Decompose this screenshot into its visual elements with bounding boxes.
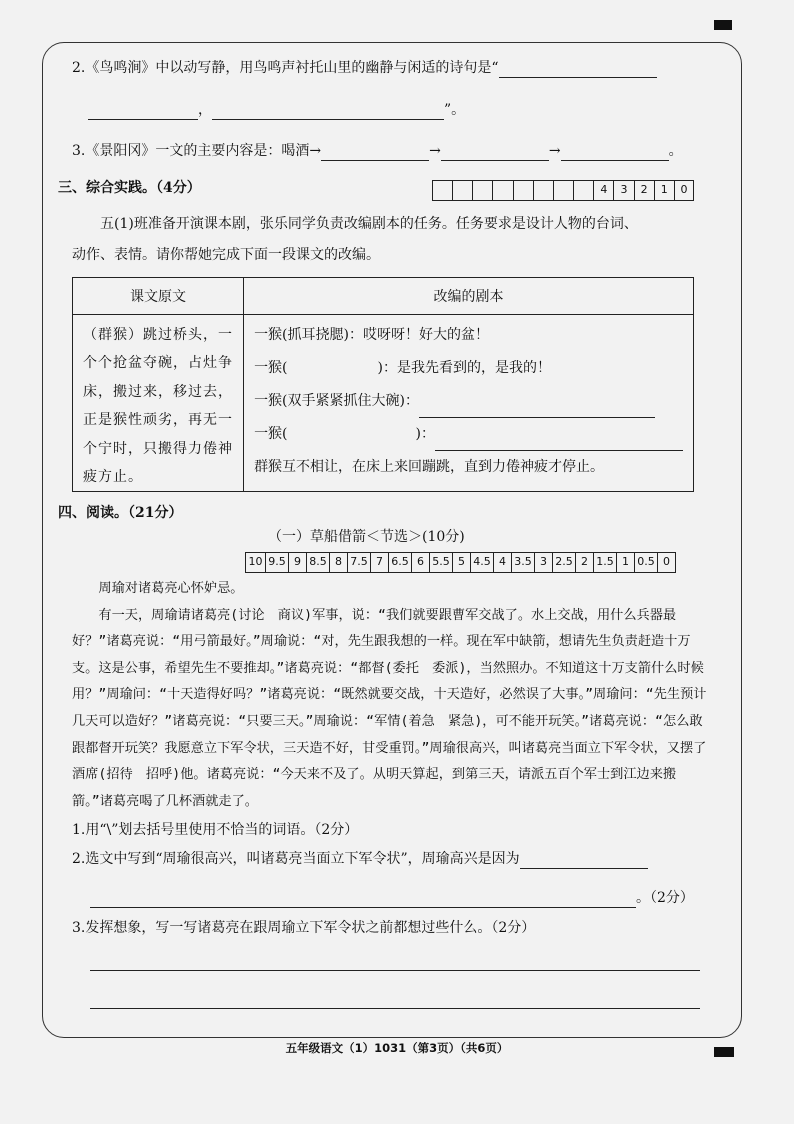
reading-passage xyxy=(72,576,712,815)
score-cell[interactable] xyxy=(574,181,594,200)
reading-question-1: 1.用“\”划去括号里使用不恰当的词语。（2分） xyxy=(72,822,359,838)
adapted-script xyxy=(244,315,694,492)
score-cell[interactable] xyxy=(473,181,493,200)
score-cell[interactable]: 8.5 xyxy=(307,553,330,572)
score-cell[interactable] xyxy=(514,181,534,200)
score-cell[interactable]: 4.5 xyxy=(471,553,494,572)
score-cell[interactable]: 5.5 xyxy=(430,553,453,572)
score-cell[interactable]: 7.5 xyxy=(348,553,371,572)
reading-question-2: 2.选文中写到“周瑜很高兴，叫诸葛亮当面立下军令状”，周瑜高兴是因为 xyxy=(72,849,648,869)
score-cell[interactable]: 0 xyxy=(680,183,688,196)
score-cell[interactable]: 4 xyxy=(494,553,512,572)
answer-blank[interactable] xyxy=(88,103,198,120)
score-cell[interactable]: 6 xyxy=(412,553,430,572)
score-cell[interactable]: 3.5 xyxy=(512,553,535,572)
script-line-4: 一猴( )： xyxy=(254,418,683,451)
score-cell[interactable]: 0 xyxy=(663,555,670,568)
answer-blank[interactable] xyxy=(419,401,655,418)
section-3-intro-line2: 动作、表情。请你帮她完成下面一段课文的改编。 xyxy=(72,247,380,263)
score-cell[interactable]: 8 xyxy=(330,553,348,572)
section-3-title: 三、综合实践。（4分） xyxy=(58,180,201,196)
score-cell[interactable]: 9.5 xyxy=(266,553,289,572)
script-line-5: 群猴互不相让，在床上来回蹦跳，直到力倦神疲才停止。 xyxy=(254,459,605,475)
score-cell[interactable]: 4 xyxy=(594,181,614,200)
reading-question-2-line2: 。（2分） xyxy=(90,888,694,908)
score-cell[interactable] xyxy=(493,181,513,200)
reading-question-3: 3.发挥想象，写一写诸葛亮在跟周瑜立下军令状之前都想过些什么。（2分） xyxy=(72,920,536,936)
original-text: （群猴）跳过桥头，一个个抢盆夺碗，占灶争床，搬过来，移过去，正是猴性顽劣，再无一个宁时，只搬得力倦神疲方止。 xyxy=(73,315,244,492)
score-cell[interactable]: 1 xyxy=(617,553,635,572)
score-cell[interactable]: 3 xyxy=(614,181,634,200)
answer-line[interactable] xyxy=(90,970,700,971)
score-cell[interactable]: 1 xyxy=(655,181,675,200)
answer-blank[interactable] xyxy=(212,103,444,120)
score-cell[interactable]: 10 xyxy=(246,553,266,572)
score-cell[interactable]: 6.5 xyxy=(389,553,412,572)
score-cell[interactable] xyxy=(453,181,473,200)
section-3-intro-line1: 五(1)班准备开演课本剧，张乐同学负责改编剧本的任务。任务要求是设计人物的台词、 xyxy=(100,216,638,232)
script-adaptation-table xyxy=(72,277,694,492)
score-cell[interactable]: 9 xyxy=(289,553,307,572)
passage-paragraph: 有一天，周瑜请诸葛亮(讨论 商议)军事，说：“我们就要跟曹军交战了。水上交战，用什么兵器最好？”诸葛亮说：“用弓箭最好。”周瑜说：“对，先生跟我想的一样。现在军中缺箭，想请先生负责赶造十万支。这是公事，希望先生不要推却。”诸葛亮说：“都督(委托 委派)，当然照办。不知道这十万支箭什么时候用？”周瑜问：“十天造得好吗？”诸葛亮说：“既然就要交战，十天造好，必然误了大事。”周瑜问：“先生预计几天可以造好？”诸葛亮说：“只要三天。”周瑜说：“军情(着急 紧急)，可不能开玩笑。”诸葛亮说：“怎么敢跟都督开玩笑？我愿意立下军令状，三天造不好，甘受重罚。”周瑜很高兴，叫诸葛亮当面立下军令状，又摆了酒席(招待 招呼)他。诸葛亮说：“今天来不及了。从明天算起，到第三天，请派五百个军士到江边来搬箭。”诸葛亮喝了几杯酒就走了。 xyxy=(72,607,707,809)
page-footer: 五年级语文（1）1031（第3页）（共6页） xyxy=(285,1041,509,1055)
score-cell[interactable] xyxy=(554,181,574,200)
script-line-3: 一猴(双手紧紧抓住大碗)： xyxy=(254,385,683,418)
script-line-2: 一猴( )：是我先看到的，是我的！ xyxy=(254,360,551,376)
answer-blank[interactable] xyxy=(520,852,648,869)
answer-line[interactable] xyxy=(90,1008,700,1009)
answer-blank[interactable] xyxy=(321,144,429,161)
corner-mark-top xyxy=(714,20,732,30)
answer-blank[interactable] xyxy=(499,61,657,78)
score-cell[interactable]: 2 xyxy=(635,181,655,200)
score-cell[interactable] xyxy=(534,181,554,200)
score-cell[interactable]: 7 xyxy=(371,553,389,572)
score-cell[interactable]: 0.5 xyxy=(635,553,658,572)
score-cell[interactable]: 2.5 xyxy=(553,553,576,572)
question-2-line2: ， ”。 xyxy=(88,100,465,120)
score-box-section-3 xyxy=(432,180,694,201)
score-cell[interactable] xyxy=(433,181,453,200)
script-line-1: 一猴(抓耳挠腮)：哎呀呀！好大的盆！ xyxy=(254,327,489,343)
answer-blank[interactable] xyxy=(90,891,636,908)
score-cell[interactable]: 5 xyxy=(453,553,471,572)
column-header-adapted: 改编的剧本 xyxy=(244,278,694,315)
score-cell[interactable]: 3 xyxy=(535,553,553,572)
column-header-original: 课文原文 xyxy=(73,278,244,315)
passage-title: （一）草船借箭＜节选＞(10分) xyxy=(268,529,465,545)
score-cell[interactable]: 1.5 xyxy=(594,553,617,572)
answer-blank[interactable] xyxy=(435,434,683,451)
score-box-reading xyxy=(245,552,676,573)
answer-blank[interactable] xyxy=(441,144,549,161)
section-4-title: 四、阅读。（21分） xyxy=(58,505,183,521)
answer-blank[interactable] xyxy=(561,144,669,161)
passage-paragraph: 周瑜对诸葛亮心怀妒忌。 xyxy=(98,581,244,596)
score-cell[interactable]: 2 xyxy=(576,553,594,572)
question-2: 2.《鸟鸣涧》中以动写静，用鸟鸣声衬托山里的幽静与闲适的诗句是“ xyxy=(72,58,657,78)
question-3: 3.《景阳冈》一文的主要内容是：喝酒→ → → 。 xyxy=(72,143,683,159)
